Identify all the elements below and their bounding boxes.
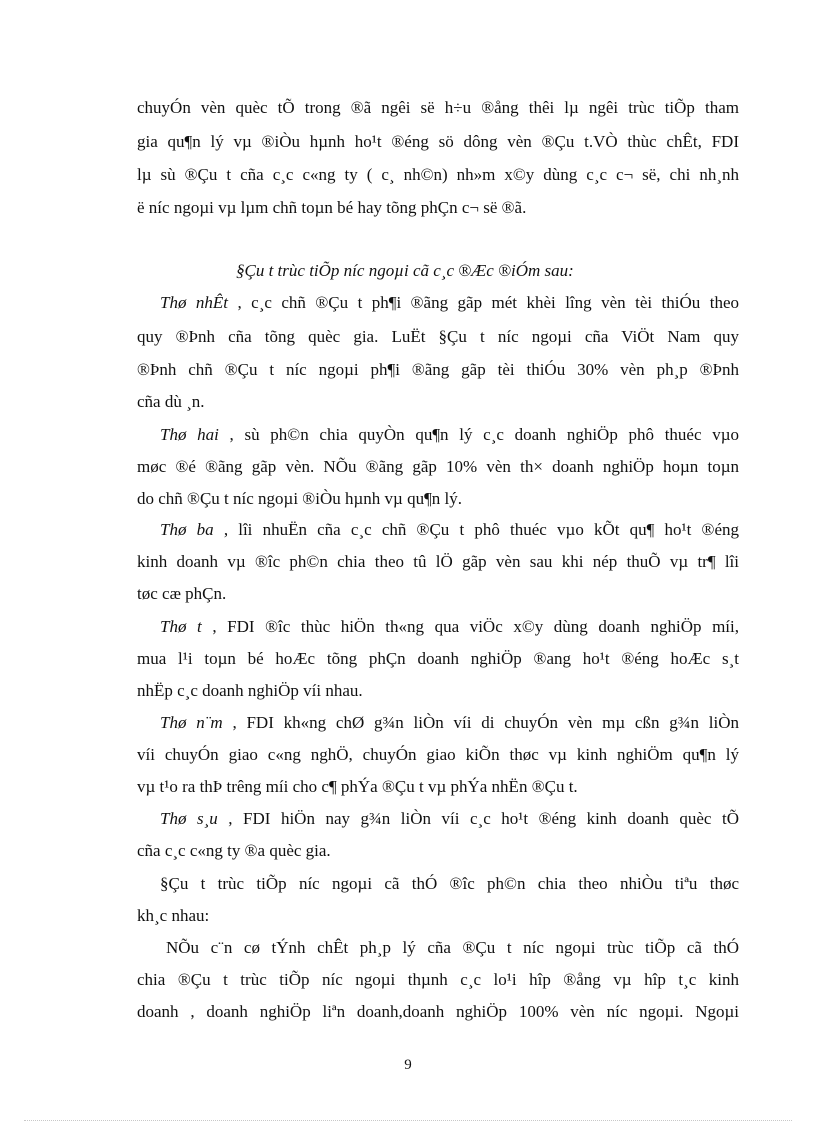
paragraph-lead: Thø n¨m [160, 713, 223, 732]
body-line: chia ®Çu t trùc tiÕp níc ngoµi thµnh c¸c lo¹i hîp ®ång vµ hîp t¸c kinh [137, 970, 739, 989]
body-line: do chñ ®Çu t níc ngoµi ®iÒu hµnh vµ qu¶n lý. [137, 489, 462, 508]
body-line: nhËp c¸c doanh nghiÖp víi nhau. [137, 681, 363, 700]
body-line: doanh , doanh nghiÖp liªn doanh,doanh nghiÖp 100% vèn níc ngoµi. Ngoµi [137, 1002, 739, 1021]
body-line: møc ®é ®ãng gãp vèn. NÕu ®ãng gãp 10% vèn th× doanh nghiÖp hoµn toµn [137, 457, 739, 476]
paragraph-lead: Thø s¸u [160, 809, 218, 828]
page-bottom-divider [24, 1120, 792, 1121]
paragraph-text: , FDI kh«ng chØ g¾n liÒn víi di chuyÓn vèn mµ cßn g¾n liÒn [222, 713, 739, 732]
paragraph-first-line [160, 291, 739, 315]
paragraph-lead: Thø hai [160, 425, 219, 444]
body-line: vµ t¹o ra thÞ trêng míi cho c¶ phÝa ®Çu t vµ phÝa nhËn ®Çu t. [137, 777, 578, 796]
body-line: §Çu t trùc tiÕp níc ngoµi cã thÓ ®îc ph©n chia theo nhiÒu tiªu thøc [160, 874, 739, 893]
page-number: 9 [404, 1057, 412, 1073]
paragraph-lead: Thø ba [160, 520, 214, 539]
paragraph-first-line [160, 518, 739, 542]
body-line: gia qu¶n lý vµ ®iÒu hµnh ho¹t ®éng sö dông vèn ®Çu t.VÒ thùc chÊt, FDI [137, 132, 739, 151]
body-line: kh¸c nhau: [137, 906, 210, 925]
paragraph-lead: Thø t [160, 617, 213, 636]
paragraph-text: , FDI hiÖn nay g¾n liÒn víi c¸c ho¹t ®éng kinh doanh quèc tÕ [217, 809, 739, 828]
paragraph-text: , lîi nhuËn cña c¸c chñ ®Çu t phô thuéc vµo kÕt qu¶ ho¹t ®éng [213, 520, 739, 539]
body-line: ë níc ngoµi vµ lµm chñ toµn bé hay tõng phÇn c¬ së ®ã. [137, 198, 527, 217]
body-line: quy ®Þnh cña tõng quèc gia. LuËt §Çu t níc ngoµi cña ViÖt Nam quy [137, 327, 739, 346]
body-line: víi chuyÓn giao c«ng nghÖ, chuyÓn giao kiÕn thøc vµ kinh nghiÖm qu¶n lý [137, 745, 739, 764]
paragraph-first-line [160, 807, 739, 831]
section-heading: §Çu t trùc tiÕp níc ngoµi cã c¸c ®Æc ®iÓm sau: [236, 261, 574, 280]
paragraph-first-line [160, 711, 739, 735]
paragraph-first-line [160, 423, 739, 447]
body-line: cña dù ¸n. [137, 392, 205, 411]
body-line: NÕu c¨n cø tÝnh chÊt ph¸p lý cña ®Çu t níc ngoµi trùc tiÕp cã thÓ [166, 938, 739, 957]
body-line: ®Þnh chñ ®Çu t níc ngoµi ph¶i ®ãng gãp tèi thiÓu 30% vèn ph¸p ®Þnh [137, 360, 739, 379]
body-line: tøc cæ phÇn. [137, 584, 227, 603]
body-line: mua l¹i toµn bé hoÆc tõng phÇn doanh nghiÖp ®ang ho¹t ®éng hoÆc s¸t [137, 649, 739, 668]
paragraph-lead: Thø nhÊt [160, 293, 229, 312]
paragraph-text: , FDI ®îc thùc hiÖn th«ng qua viÖc x©y dùng doanh nghiÖp míi, [212, 617, 739, 636]
body-line: cña c¸c c«ng ty ®a quèc gia. [137, 841, 331, 860]
body-line: chuyÓn vèn quèc tÕ trong ®ã ngêi së h÷u ®ång thêi lµ ngêi trùc tiÕp tham [137, 98, 739, 117]
body-line: kinh doanh vµ ®îc ph©n chia theo tû lÖ gãp vèn sau khi nép thuÕ vµ tr¶ lîi [137, 552, 739, 571]
body-line: lµ sù ®Çu t cña c¸c c«ng ty ( c¸ nh©n) nh»m x©y dùng c¸c c¬ së, chi nh¸nh [137, 165, 739, 184]
paragraph-first-line [160, 615, 739, 639]
paragraph-text: , sù ph©n chia quyÒn qu¶n lý c¸c doanh nghiÖp phô thuéc vµo [218, 425, 739, 444]
paragraph-text: , c¸c chñ ®Çu t ph¶i ®ãng gãp mét khèi lîng vèn tèi thiÓu theo [228, 293, 739, 312]
